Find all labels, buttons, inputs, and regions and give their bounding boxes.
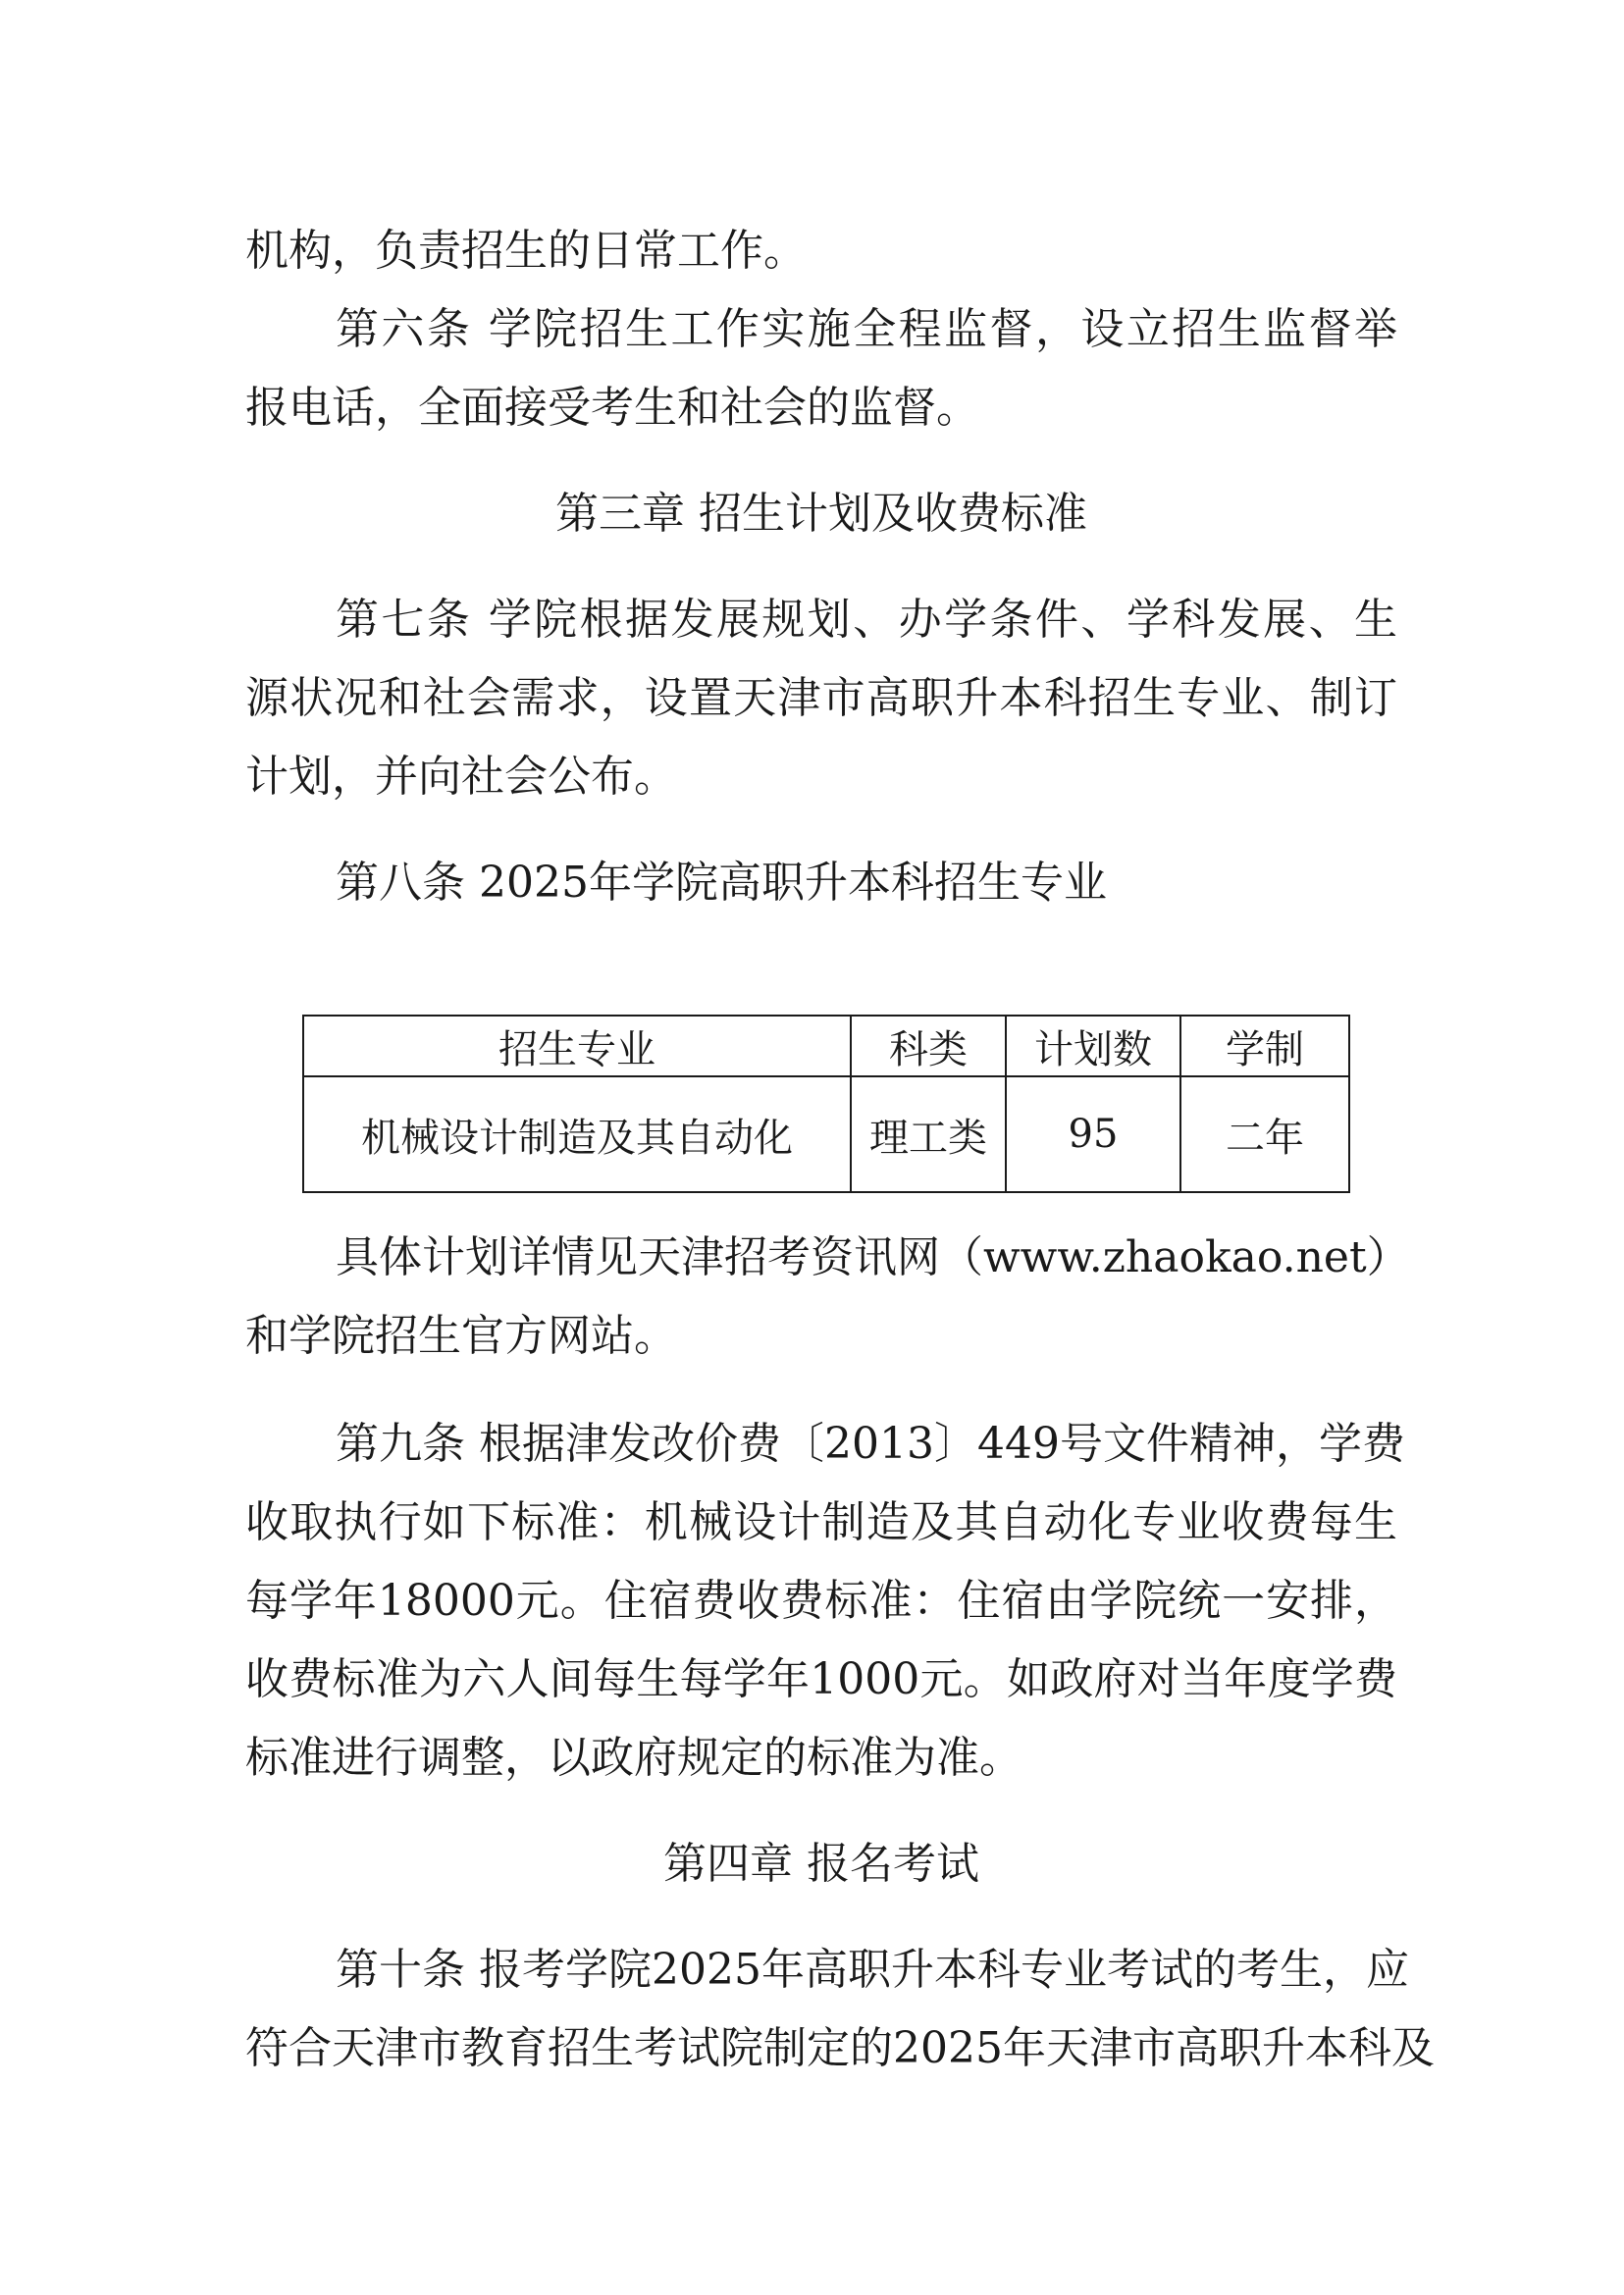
table-row	[303, 1076, 1349, 1192]
paragraph-line: 报电话，全面接受考生和社会的监督。	[245, 383, 979, 433]
header-cell: 招生专业	[303, 1016, 851, 1076]
enrollment-plan-table	[302, 1015, 1350, 1193]
article-8-line: 第八条 2025年学院高职升本科招生专业	[336, 858, 1107, 908]
article-9-line: 第九条 根据津发改价费〔2013〕449号文件精神，学费	[336, 1419, 1405, 1469]
header-cell: 科类	[851, 1016, 1006, 1076]
table-header-row	[303, 1016, 1349, 1076]
chapter-heading: 第三章 招生计划及收费标准	[555, 489, 1087, 539]
major-cell: 机械设计制造及其自动化	[303, 1076, 851, 1192]
paragraph-line: 每学年18000元。住宿费收费标准：住宿由学院统一安排，	[245, 1576, 1397, 1626]
paragraph-line: 标准进行调整，以政府规定的标准为准。	[245, 1733, 1022, 1783]
paragraph-line: 符合天津市教育招生考试院制定的2025年天津市高职升本科及	[245, 2023, 1435, 2073]
paragraph-line: 机构，负责招生的日常工作。	[245, 226, 807, 276]
article-6-line: 第六条 学院招生工作实施全程监督，设立招生监督举	[336, 304, 1397, 354]
duration-cell: 二年	[1180, 1076, 1349, 1192]
paragraph-line: 和学院招生官方网站。	[245, 1311, 677, 1361]
plan-detail-line: 具体计划详情见天津招考资讯网（www.zhaokao.net）	[336, 1232, 1410, 1282]
paragraph-line: 计划，并向社会公布。	[245, 752, 677, 802]
paragraph-line: 收取执行如下标准：机械设计制造及其自动化专业收费每生	[245, 1497, 1397, 1547]
header-cell: 计划数	[1006, 1016, 1180, 1076]
article-10-line: 第十条 报考学院2025年高职升本科专业考试的考生，应	[336, 1945, 1409, 1995]
chapter-heading: 第四章 报名考试	[663, 1839, 979, 1889]
article-7-line: 第七条 学院根据发展规划、办学条件、学科发展、生	[336, 595, 1397, 645]
header-cell: 学制	[1180, 1016, 1349, 1076]
category-cell: 理工类	[851, 1076, 1006, 1192]
plan-count-cell: 95	[1006, 1076, 1180, 1192]
paragraph-line: 源状况和社会需求，设置天津市高职升本科招生专业、制订	[245, 673, 1397, 723]
paragraph-line: 收费标准为六人间每生每学年1000元。如政府对当年度学费	[245, 1654, 1397, 1704]
